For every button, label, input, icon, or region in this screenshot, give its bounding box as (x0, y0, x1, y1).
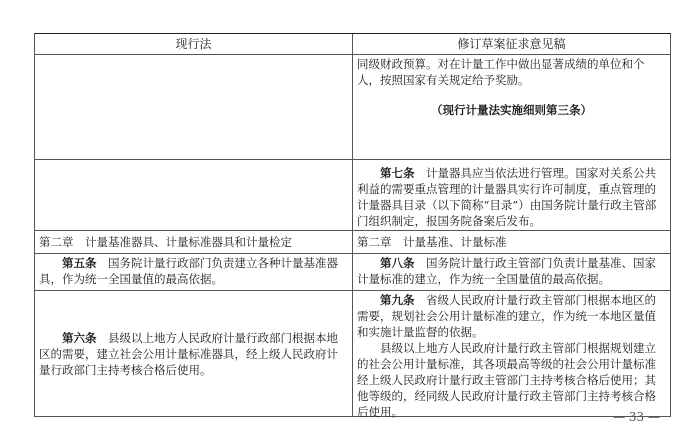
page-number: — 33 — (613, 410, 660, 424)
article-number: 第八条 (380, 256, 415, 270)
article-7 (357, 165, 666, 229)
right-cell (353, 55, 671, 159)
table-row (35, 291, 671, 417)
left-cell (35, 291, 353, 416)
comparison-table (34, 33, 671, 417)
article-9 (357, 292, 666, 340)
article-number: 第九条 (380, 293, 415, 307)
article-text: 省级人民政府计量行政主管部门根据本地区的需要，规划社会公用计量标准的建立，作为统一本地区量值和实施计量监督的依据。 (357, 293, 656, 339)
table-row (35, 231, 671, 254)
left-cell (35, 254, 353, 290)
article-number: 第五条 (62, 256, 97, 270)
source-note: （现行计量法实施细则第三条） (431, 103, 592, 117)
chapter-heading-left: 第二章 计量基准器具、计量标准器具和计量检定 (35, 231, 353, 253)
article-6 (39, 330, 348, 378)
table-header-row (35, 34, 671, 55)
table-row (35, 55, 671, 160)
table-row (35, 160, 671, 231)
article-number: 第七条 (380, 166, 415, 180)
article-text: 县级以上地方人民政府计量行政部门根据本地区的需要，建立社会公用计量标准器具，经上级人民政府计量行政部门主持考核合格后使用。 (39, 330, 338, 377)
header-current-law: 现行法 (35, 34, 353, 54)
article-9-paragraph-2: 县级以上地方人民政府计量行政主管部门根据规划建立的社会公用计量标准，其各项最高等级的社会公用计量标准经上级人民政府计量行政主管部门主持考核合格后使用；其他等级的，经同级人民政府计量行政主管部门主持考核合格后使用。 (357, 341, 656, 419)
table-row (35, 254, 671, 291)
article-text: 国务院计量行政主管部门负责计量基准、国家计量标准的建立，作为统一全国量值的最高依据。 (357, 256, 656, 286)
header-revised-draft: 修订草案征求意见稿 (353, 34, 671, 54)
right-text: 同级财政预算。对在计量工作中做出显著成绩的单位和个人，按照国家有关规定给予奖励。 (357, 57, 645, 87)
article-text: 国务院计量行政部门负责建立各种计量基准器具，作为统一全国量值的最高依据。 (39, 256, 338, 286)
right-cell (353, 254, 671, 290)
article-5 (39, 255, 348, 287)
article-8 (357, 255, 666, 287)
right-cell (353, 160, 671, 230)
article-text: 计量器具应当依法进行管理。国家对关系公共利益的需要重点管理的计量器具实行许可制度，重点管理的计量器具目录（以下简称“目录”）由国务院计量行政主管部门组织制定，报国务院备案后发布。 (357, 166, 657, 228)
article-number: 第六条 (62, 330, 97, 345)
left-cell-empty (35, 160, 353, 230)
left-cell-empty (35, 55, 353, 159)
chapter-heading-right: 第二章 计量基准、计量标准 (353, 231, 671, 253)
